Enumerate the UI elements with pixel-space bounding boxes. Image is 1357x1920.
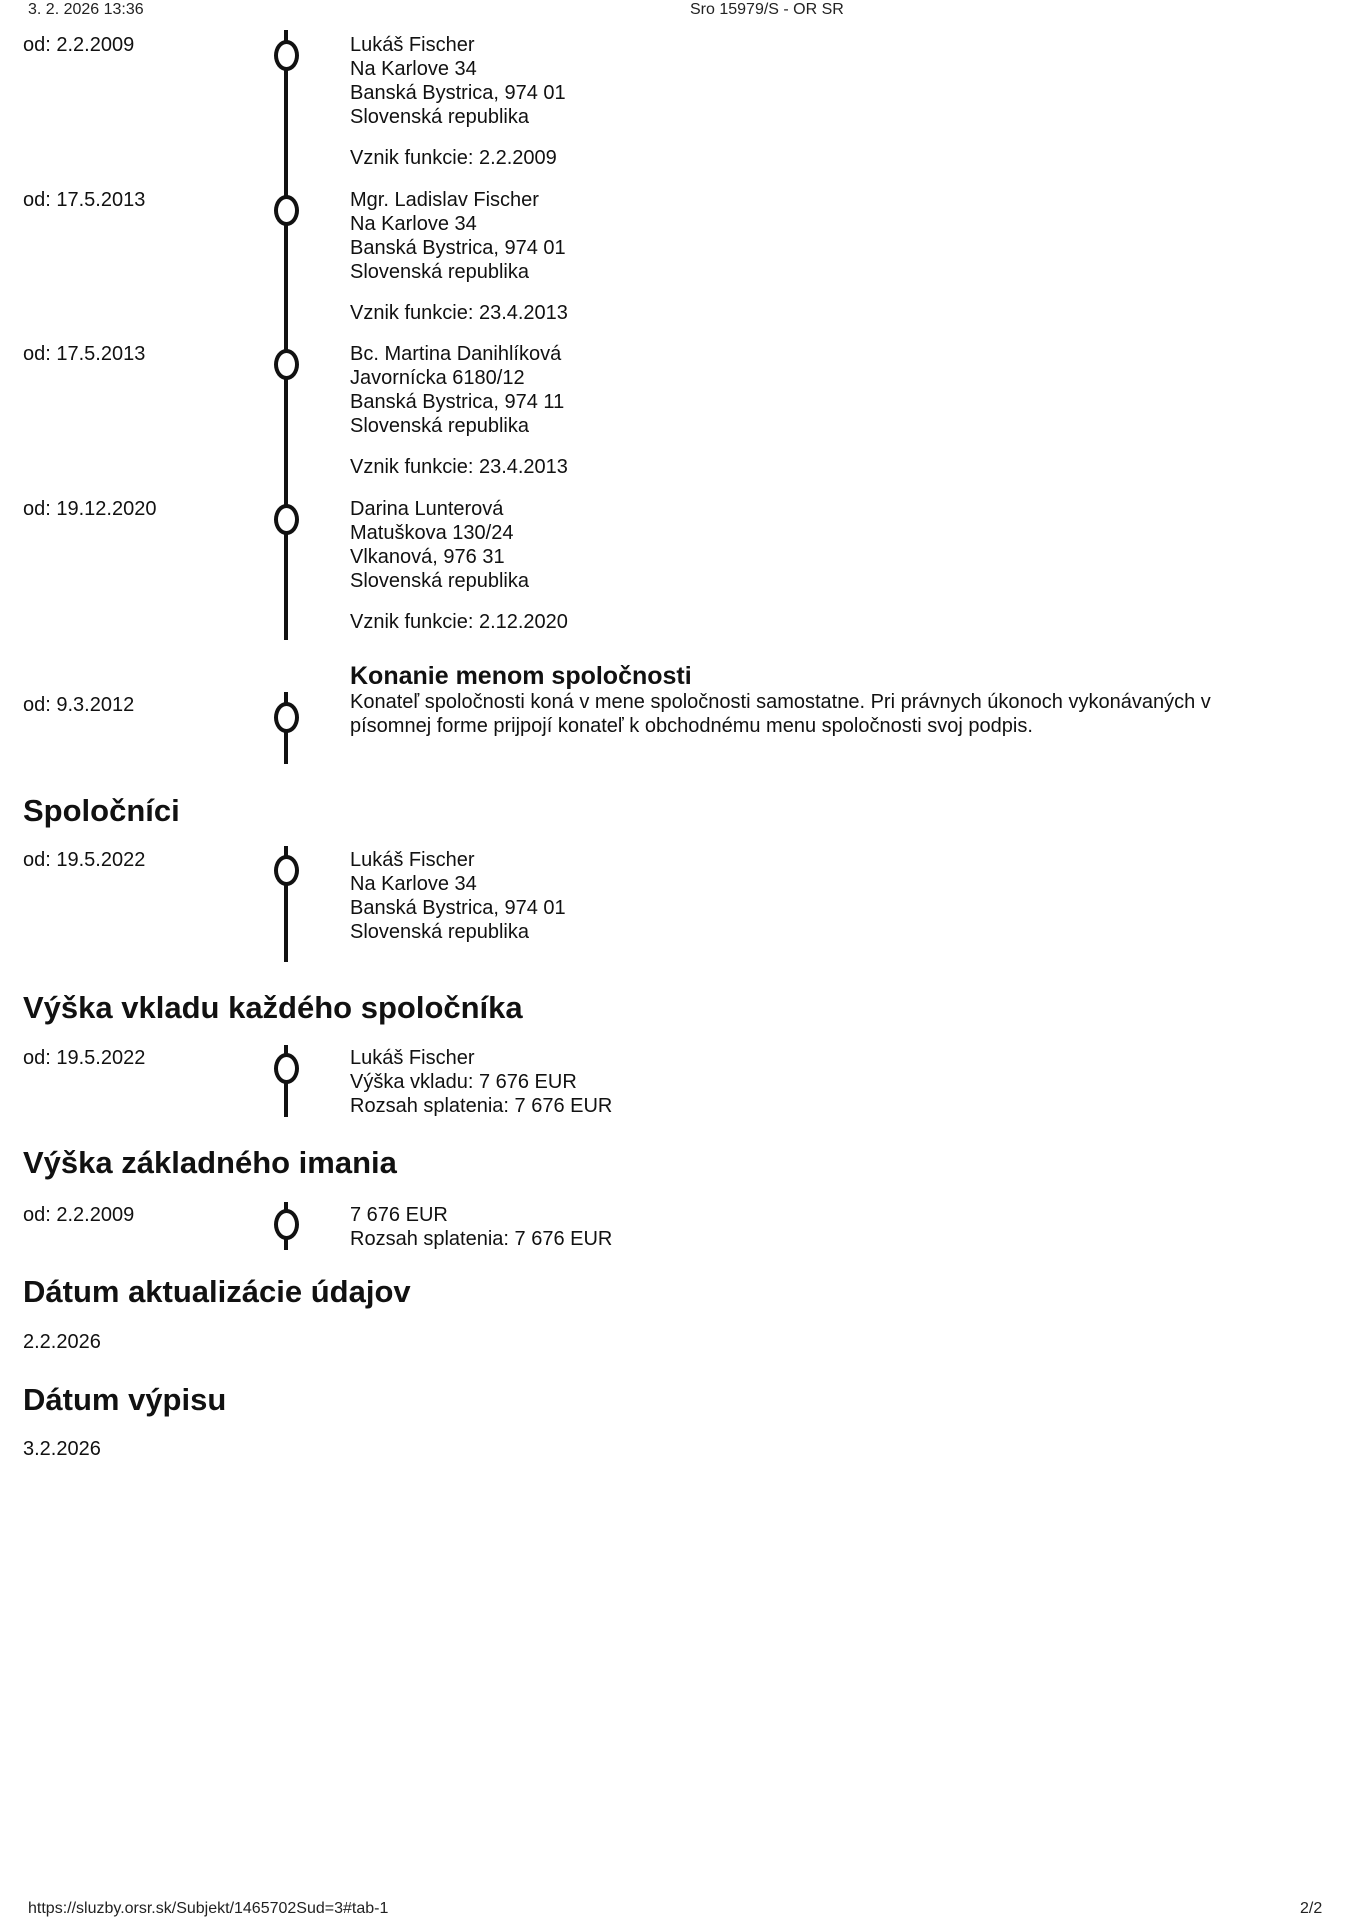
document-title: Sro 15979/S - OR SR xyxy=(690,1,844,18)
address-country: Slovenská republika xyxy=(350,921,529,943)
entry-from-date: od: 19.12.2020 xyxy=(23,498,157,520)
entry-from-date: od: 17.5.2013 xyxy=(23,343,146,365)
address-city: Banská Bystrica, 974 01 xyxy=(350,82,566,104)
partner-content xyxy=(350,848,566,944)
entry-content xyxy=(350,497,568,634)
address-city: Vlkanová, 976 31 xyxy=(350,546,505,568)
function-start: Vznik funkcie: 23.4.2013 xyxy=(350,456,568,478)
page-number: 2/2 xyxy=(1300,1900,1323,1917)
address-street: Na Karlove 34 xyxy=(350,58,477,80)
address-city: Banská Bystrica, 974 11 xyxy=(350,391,565,413)
address-street: Javornícka 6180/12 xyxy=(350,367,525,389)
capital-from-date: od: 2.2.2009 xyxy=(23,1204,135,1226)
extract-date-heading: Dátum výpisu xyxy=(23,1382,227,1417)
address-street: Na Karlove 34 xyxy=(350,873,477,895)
timeline-node-icon xyxy=(274,195,299,226)
contribution-amount: Výška vkladu: 7 676 EUR xyxy=(350,1071,577,1093)
entry-content xyxy=(350,33,566,170)
timeline-node-icon xyxy=(274,40,299,71)
contribution-content xyxy=(350,1046,612,1118)
address-country: Slovenská republika xyxy=(350,570,529,592)
address-street: Matuškova 130/24 xyxy=(350,522,514,544)
entry-content xyxy=(350,342,568,479)
capital-content xyxy=(350,1203,612,1251)
function-start: Vznik funkcie: 2.12.2020 xyxy=(350,611,568,633)
capital-paid: Rozsah splatenia: 7 676 EUR xyxy=(350,1228,613,1250)
contributions-heading: Výška vkladu každého spoločníka xyxy=(23,990,523,1025)
address-city: Banská Bystrica, 974 01 xyxy=(350,237,566,259)
extract-date-value: 3.2.2026 xyxy=(23,1438,101,1460)
entry-from-date: od: 17.5.2013 xyxy=(23,189,146,211)
print-datetime: 3. 2. 2026 13:36 xyxy=(28,1,144,18)
timeline-node-icon xyxy=(274,349,299,380)
acting-content xyxy=(350,662,1270,738)
person-name: Darina Lunterová xyxy=(350,498,504,520)
timeline-node-icon xyxy=(274,702,299,733)
address-country: Slovenská republika xyxy=(350,415,529,437)
person-name: Lukáš Fischer xyxy=(350,1047,475,1069)
entry-content xyxy=(350,188,568,325)
contribution-from-date: od: 19.5.2022 xyxy=(23,1047,146,1069)
timeline-node-icon xyxy=(274,1209,299,1240)
address-street: Na Karlove 34 xyxy=(350,213,477,235)
timeline-line xyxy=(284,30,288,640)
acting-title: Konanie menom spoločnosti xyxy=(350,662,692,690)
acting-from-date: od: 9.3.2012 xyxy=(23,694,135,716)
person-name: Bc. Martina Danihlíková xyxy=(350,343,562,365)
function-start: Vznik funkcie: 23.4.2013 xyxy=(350,302,568,324)
person-name: Mgr. Ladislav Fischer xyxy=(350,189,539,211)
person-name: Lukáš Fischer xyxy=(350,34,475,56)
address-city: Banská Bystrica, 974 01 xyxy=(350,897,566,919)
capital-amount: 7 676 EUR xyxy=(350,1204,448,1226)
page-url[interactable]: https://sluzby.orsr.sk/Subjekt/1465702Sud=3#tab-1 xyxy=(28,1900,389,1917)
partners-heading: Spoločníci xyxy=(23,793,180,828)
timeline-node-icon xyxy=(274,504,299,535)
partner-from-date: od: 19.5.2022 xyxy=(23,849,146,871)
acting-text: Konateľ spoločnosti koná v mene spoločnosti samostatne. Pri právnych úkonoch vykonávaných v písomnej forme prijpojí konateľ k obchodnému menu spoločnosti svoj podpis. xyxy=(350,691,1211,737)
person-name: Lukáš Fischer xyxy=(350,849,475,871)
capital-heading: Výška základného imania xyxy=(23,1145,397,1180)
entry-from-date: od: 2.2.2009 xyxy=(23,34,135,56)
function-start: Vznik funkcie: 2.2.2009 xyxy=(350,147,557,169)
update-date-value: 2.2.2026 xyxy=(23,1331,101,1353)
timeline-node-icon xyxy=(274,855,299,886)
timeline-node-icon xyxy=(274,1053,299,1084)
contribution-paid: Rozsah splatenia: 7 676 EUR xyxy=(350,1095,613,1117)
update-date-heading: Dátum aktualizácie údajov xyxy=(23,1274,411,1309)
address-country: Slovenská republika xyxy=(350,261,529,283)
address-country: Slovenská republika xyxy=(350,106,529,128)
